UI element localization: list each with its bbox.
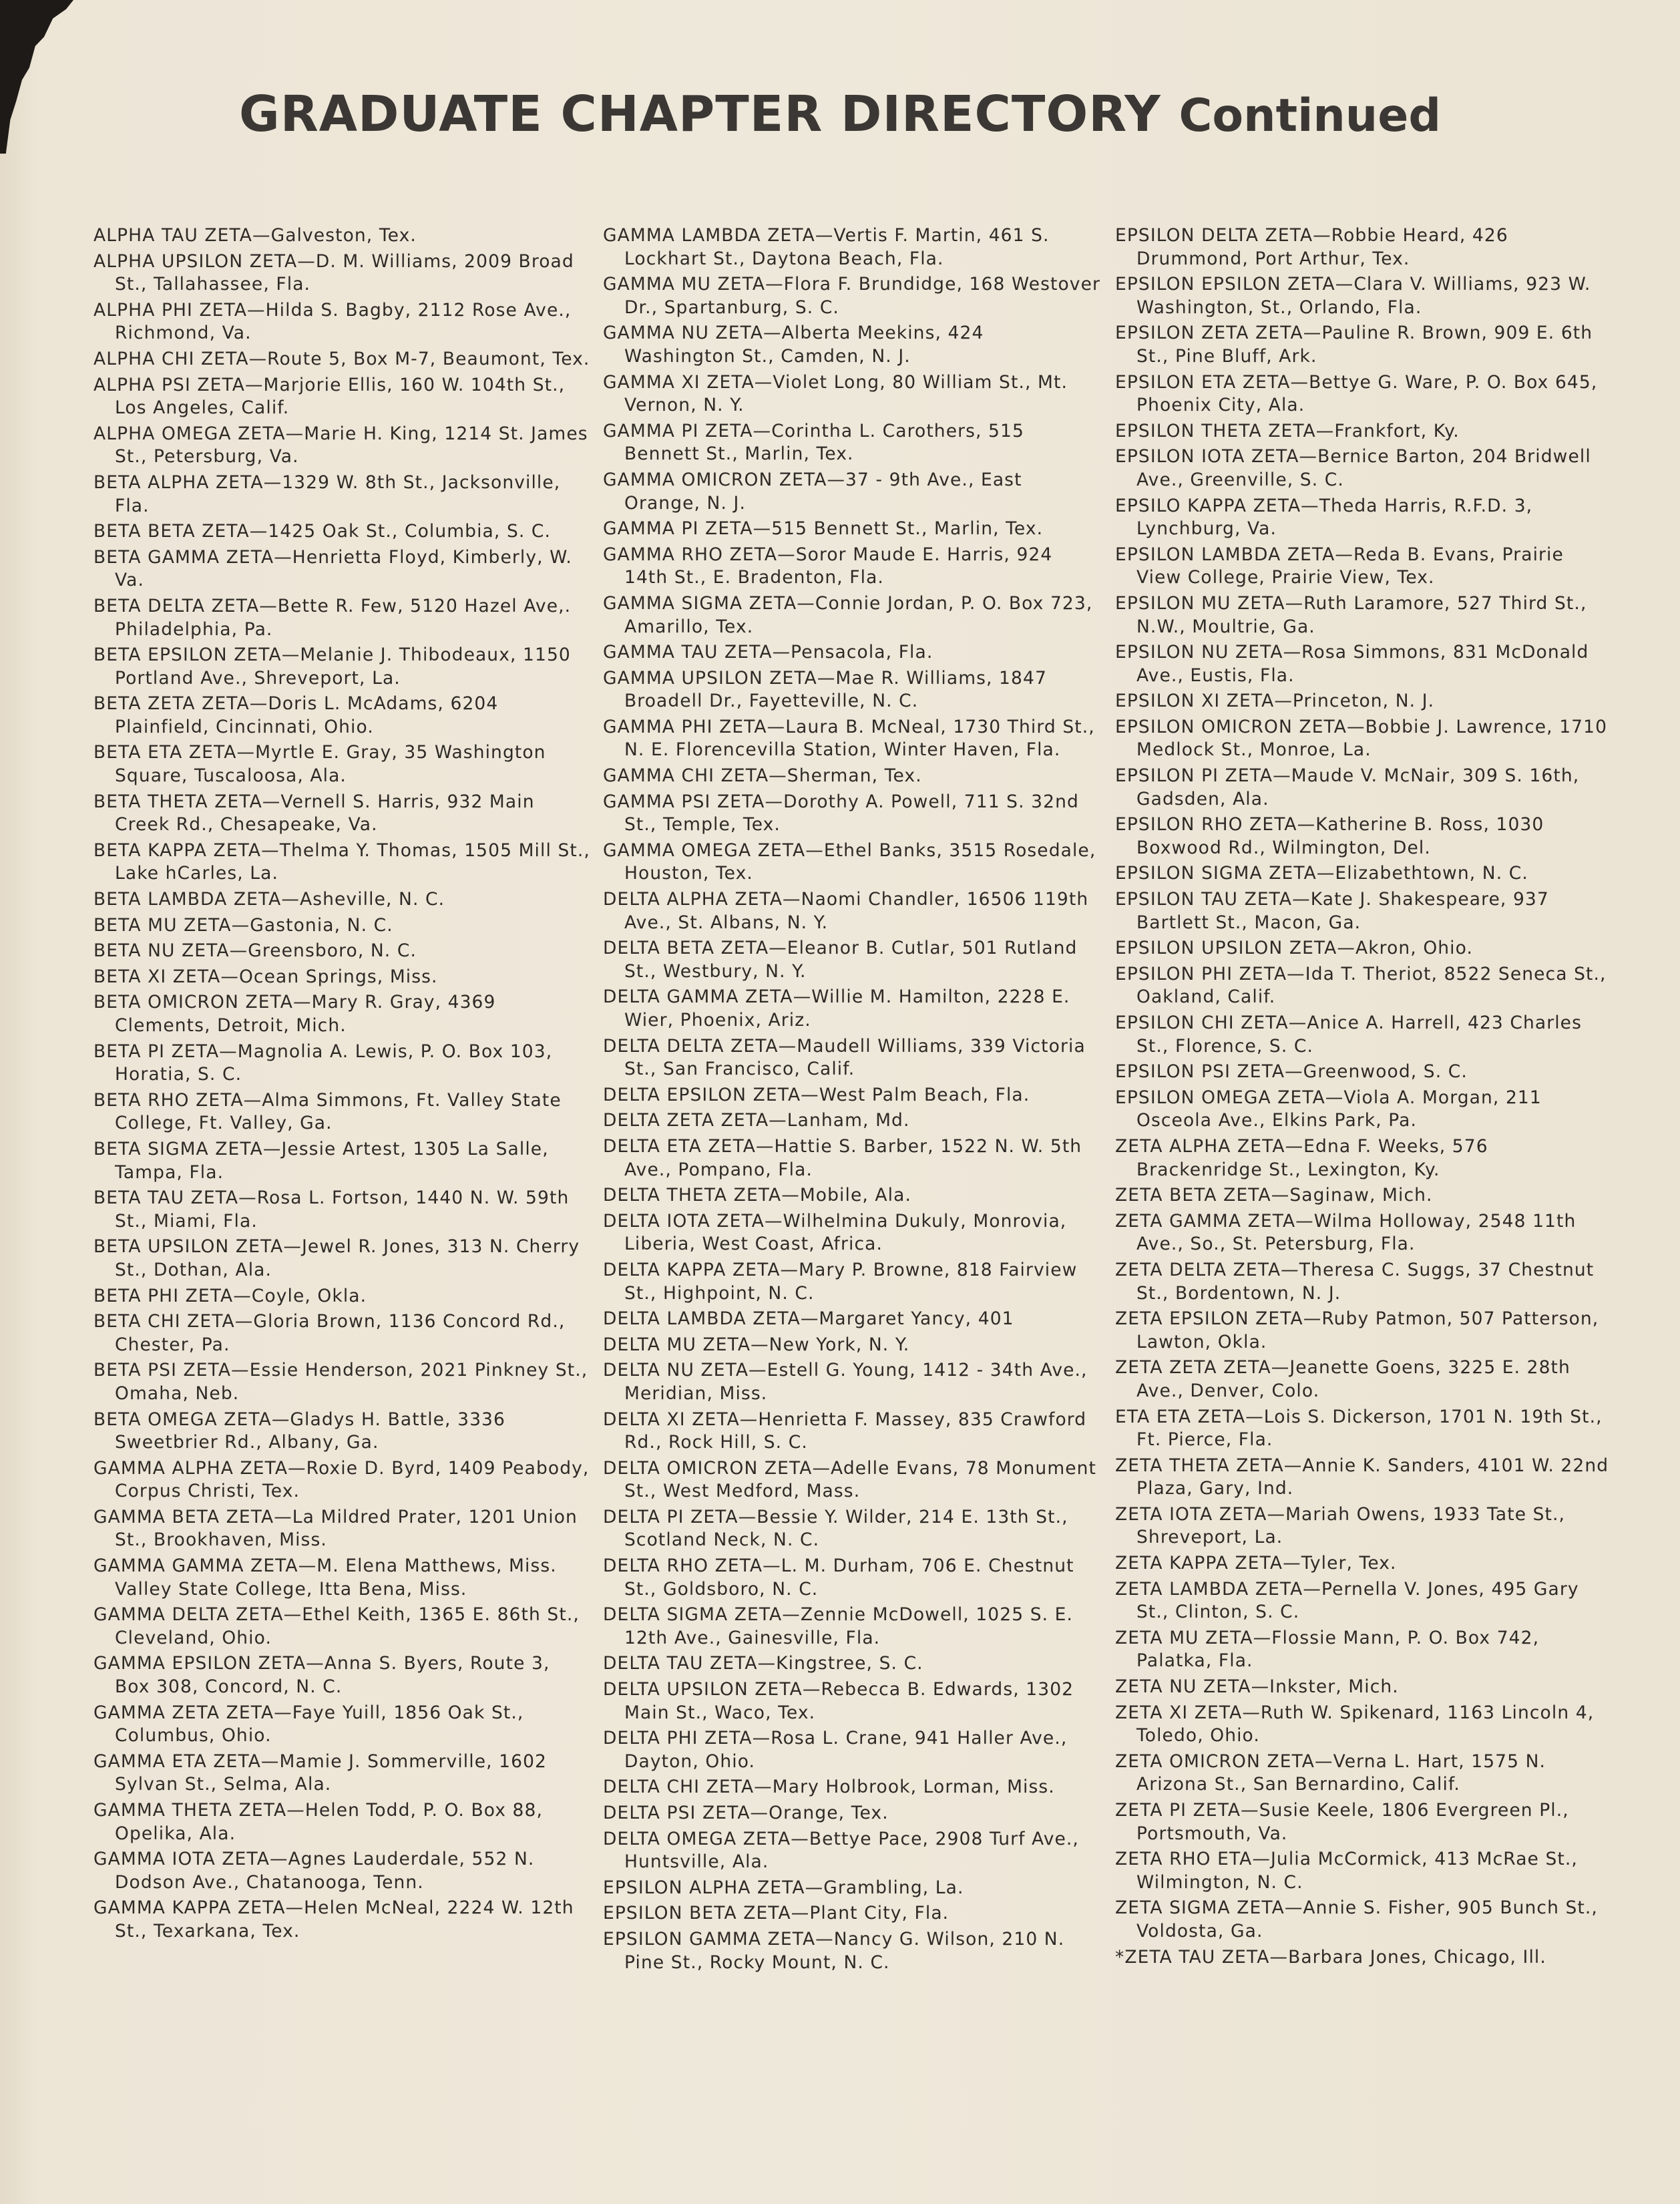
chapter-entry: ZETA KAPPA ZETA—Tyler, Tex. (1115, 1553, 1397, 1574)
chapter-entry: BETA GAMMA ZETA—Henrietta Floyd, Kimberly, W. Va. (93, 546, 572, 591)
chapter-entry: EPSILON LAMBDA ZETA—Reda B. Evans, Prairie View College, Prairie View, Tex. (1115, 544, 1564, 588)
chapter-entry: ALPHA PSI ZETA—Marjorie Ellis, 160 W. 104th St., Los Angeles, Calif. (93, 374, 566, 419)
chapter-entry: BETA SIGMA ZETA—Jessie Artest, 1305 La Salle, Tampa, Fla. (93, 1138, 549, 1183)
chapter-entry: ZETA XI ZETA—Ruth W. Spikenard, 1163 Lincoln 4, Toledo, Ohio. (1115, 1702, 1595, 1747)
chapter-entry: ALPHA UPSILON ZETA—D. M. Williams, 2009 Broad St., Tallahassee, Fla. (93, 250, 574, 295)
chapter-entry: ZETA BETA ZETA—Saginaw, Mich. (1115, 1185, 1433, 1206)
chapter-entry: ZETA ZETA ZETA—Jeanette Goens, 3225 E. 28th Ave., Denver, Colo. (1115, 1357, 1570, 1401)
chapter-entry: ZETA RHO ETA—Julia McCormick, 413 McRae St., Wilmington, N. C. (1115, 1849, 1578, 1893)
chapter-entry: ZETA LAMBDA ZETA—Pernella V. Jones, 495 Gary St., Clinton, S. C. (1115, 1578, 1579, 1623)
chapter-entry: ZETA THETA ZETA—Annie K. Sanders, 4101 W. 22nd Plaza, Gary, Ind. (1115, 1455, 1609, 1499)
chapter-entry: DELTA ZETA ZETA—Lanham, Md. (603, 1110, 910, 1131)
chapter-entry: GAMMA KAPPA ZETA—Helen McNeal, 2224 W. 12th St., Texarkana, Tex. (93, 1897, 574, 1942)
chapter-entry: DELTA PHI ZETA—Rosa L. Crane, 941 Haller Ave., Dayton, Ohio. (603, 1728, 1068, 1772)
chapter-entry: ALPHA OMEGA ZETA—Marie H. King, 1214 St. James St., Petersburg, Va. (93, 423, 588, 468)
chapter-entry: BETA MU ZETA—Gastonia, N. C. (93, 914, 393, 936)
chapter-entry: DELTA THETA ZETA—Mobile, Ala. (603, 1185, 911, 1206)
chapter-entry: EPSILON THETA ZETA—Frankfort, Ky. (1115, 420, 1460, 441)
chapter-entry: EPSILON SIGMA ZETA—Elizabethtown, N. C. (1115, 863, 1528, 884)
chapter-entry: BETA XI ZETA—Ocean Springs, Miss. (93, 966, 438, 987)
chapter-entry: EPSILON UPSILON ZETA—Akron, Ohio. (1115, 938, 1474, 959)
chapter-entry: BETA PSI ZETA—Essie Henderson, 2021 Pinkney St., Omaha, Neb. (93, 1360, 588, 1404)
chapter-entry: *ZETA TAU ZETA—Barbara Jones, Chicago, Ill. (1115, 1946, 1546, 1968)
chapter-entry: DELTA EPSILON ZETA—West Palm Beach, Fla. (603, 1084, 1030, 1105)
chapter-entry: ALPHA PHI ZETA—Hilda S. Bagby, 2112 Rose Ave., Richmond, Va. (93, 299, 572, 344)
chapter-entry: EPSILON TAU ZETA—Kate J. Shakespeare, 937 Bartlett St., Macon, Ga. (1115, 889, 1549, 933)
chapter-entry: GAMMA LAMBDA ZETA—Vertis F. Martin, 461 S. Lockhart St., Daytona Beach, Fla. (603, 225, 1050, 269)
chapter-entry: GAMMA PI ZETA—Corintha L. Carothers, 515 Bennett St., Marlin, Tex. (603, 420, 1024, 465)
chapter-entry: EPSILON XI ZETA—Princeton, N. J. (1115, 691, 1435, 712)
chapter-entry: ZETA MU ZETA—Flossie Mann, P. O. Box 742, Palatka, Fla. (1115, 1627, 1540, 1672)
chapter-entry: EPSILON EPSILON ZETA—Clara V. Williams, 923 W. Washington, St., Orlando, Fla. (1115, 274, 1591, 318)
page-title-main: GRADUATE CHAPTER DIRECTORY (239, 85, 1161, 143)
chapter-entry: GAMMA DELTA ZETA—Ethel Keith, 1365 E. 86th St., Cleveland, Ohio. (93, 1604, 580, 1648)
chapter-entry: GAMMA THETA ZETA—Helen Todd, P. O. Box 88, Opelika, Ala. (93, 1800, 543, 1844)
chapter-entry: BETA UPSILON ZETA—Jewel R. Jones, 313 N. Cherry St., Dothan, Ala. (93, 1236, 580, 1280)
chapter-entry: EPSILON MU ZETA—Ruth Laramore, 527 Third St., N.W., Moultrie, Ga. (1115, 592, 1587, 637)
chapter-entry: EPSILON ZETA ZETA—Pauline R. Brown, 909 E. 6th St., Pine Bluff, Ark. (1115, 323, 1593, 367)
chapter-entry: GAMMA UPSILON ZETA—Mae R. Williams, 1847 Broadell Dr., Fayetteville, N. C. (603, 667, 1047, 712)
chapter-entry: EPSILON GAMMA ZETA—Nancy G. Wilson, 210 N. Pine St., Rocky Mount, N. C. (603, 1928, 1065, 1973)
chapter-entry: DELTA OMICRON ZETA—Adelle Evans, 78 Monument St., West Medford, Mass. (603, 1457, 1097, 1502)
chapter-entry: GAMMA TAU ZETA—Pensacola, Fla. (603, 642, 933, 663)
chapter-entry: DELTA DELTA ZETA—Maudell Williams, 339 Victoria St., San Francisco, Calif. (603, 1035, 1086, 1080)
chapter-entry: GAMMA BETA ZETA—La Mildred Prater, 1201 Union St., Brookhaven, Miss. (93, 1506, 578, 1551)
chapter-entry: GAMMA ETA ZETA—Mamie J. Sommerville, 1602 Sylvan St., Selma, Ala. (93, 1751, 548, 1795)
chapter-entry: EPSILON OMICRON ZETA—Bobbie J. Lawrence, 1710 Medlock St., Monroe, La. (1115, 716, 1608, 761)
chapter-entry: ALPHA CHI ZETA—Route 5, Box M-7, Beaumont, Tex. (93, 348, 590, 369)
chapter-entry: BETA PHI ZETA—Coyle, Okla. (93, 1285, 367, 1306)
chapter-entry: DELTA LAMBDA ZETA—Margaret Yancy, 401 (603, 1308, 1014, 1330)
chapter-entry: BETA THETA ZETA—Vernell S. Harris, 932 Main Creek Rd., Chesapeake, Va. (93, 791, 535, 836)
chapter-entry: GAMMA PHI ZETA—Laura B. McNeal, 1730 Third St., N. E. Florencevilla Station, Winter Haven, Fla. (603, 716, 1095, 761)
chapter-entry: DELTA UPSILON ZETA—Rebecca B. Edwards, 1302 Main St., Waco, Tex. (603, 1679, 1074, 1723)
chapter-entry: DELTA ETA ZETA—Hattie S. Barber, 1522 N. W. 5th Ave., Pompano, Fla. (603, 1135, 1082, 1180)
chapter-entry: BETA TAU ZETA—Rosa L. Fortson, 1440 N. W. 59th St., Miami, Fla. (93, 1187, 570, 1232)
chapter-entry: GAMMA SIGMA ZETA—Connie Jordan, P. O. Box 723, Amarillo, Tex. (603, 592, 1093, 637)
chapter-entry: GAMMA PSI ZETA—Dorothy A. Powell, 711 S. 32nd St., Temple, Tex. (603, 791, 1079, 836)
chapter-entry: EPSILON OMEGA ZETA—Viola A. Morgan, 211 Osceola Ave., Elkins Park, Pa. (1115, 1087, 1542, 1131)
chapter-entry: EPSILON IOTA ZETA—Bernice Barton, 204 Bridwell Ave., Greenville, S. C. (1115, 446, 1591, 490)
chapter-entry: BETA OMICRON ZETA—Mary R. Gray, 4369 Clements, Detroit, Mich. (93, 992, 496, 1036)
chapter-entry: EPSILON CHI ZETA—Anice A. Harrell, 423 Charles St., Florence, S. C. (1115, 1013, 1582, 1057)
chapter-entry: BETA ALPHA ZETA—1329 W. 8th St., Jacksonville, Fla. (93, 472, 561, 516)
chapter-entry: DELTA MU ZETA—New York, N. Y. (603, 1334, 910, 1355)
chapter-entry: GAMMA RHO ZETA—Soror Maude E. Harris, 924 14th St., E. Bradenton, Fla. (603, 544, 1053, 588)
chapter-entry: EPSILON PI ZETA—Maude V. McNair, 309 S. 16th, Gadsden, Ala. (1115, 765, 1580, 809)
chapter-entry: BETA ZETA ZETA—Doris L. McAdams, 6204 Plainfield, Cincinnati, Ohio. (93, 693, 499, 737)
directory-column-1 (93, 224, 591, 1946)
chapter-entry: GAMMA OMEGA ZETA—Ethel Banks, 3515 Rosedale, Houston, Tex. (603, 840, 1096, 884)
chapter-entry: GAMMA GAMMA ZETA—M. Elena Matthews, Miss. Valley State College, Itta Bena, Miss. (93, 1555, 557, 1600)
chapter-entry: EPSILON ALPHA ZETA—Grambling, La. (603, 1877, 964, 1898)
chapter-entry: ZETA ALPHA ZETA—Edna F. Weeks, 576 Brackenridge St., Lexington, Ky. (1115, 1135, 1488, 1180)
page-title-continued: Continued (1179, 89, 1441, 142)
chapter-entry: BETA LAMBDA ZETA—Asheville, N. C. (93, 889, 445, 910)
chapter-entry: DELTA GAMMA ZETA—Willie M. Hamilton, 2228 E. Wier, Phoenix, Ariz. (603, 986, 1070, 1031)
chapter-entry: BETA CHI ZETA—Gloria Brown, 1136 Concord Rd., Chester, Pa. (93, 1311, 566, 1355)
chapter-entry: BETA DELTA ZETA—Bette R. Few, 5120 Hazel Ave,. Philadelphia, Pa. (93, 595, 572, 640)
chapter-entry: EPSILON NU ZETA—Rosa Simmons, 831 McDonald Ave., Eustis, Fla. (1115, 642, 1589, 686)
chapter-entry: ZETA EPSILON ZETA—Ruby Patmon, 507 Patterson, Lawton, Okla. (1115, 1308, 1599, 1352)
chapter-entry: EPSILON RHO ZETA—Katherine B. Ross, 1030 Boxwood Rd., Wilmington, Del. (1115, 814, 1544, 858)
chapter-entry: DELTA SIGMA ZETA—Zennie McDowell, 1025 S. E. 12th Ave., Gainesville, Fla. (603, 1604, 1074, 1648)
chapter-entry: EPSILON BETA ZETA—Plant City, Fla. (603, 1903, 950, 1924)
chapter-entry: BETA NU ZETA—Greensboro, N. C. (93, 940, 417, 962)
chapter-entry: DELTA PI ZETA—Bessie Y. Wilder, 214 E. 13th St., Scotland Neck, N. C. (603, 1506, 1068, 1551)
chapter-entry: BETA EPSILON ZETA—Melanie J. Thibodeaux, 1150 Portland Ave., Shreveport, La. (93, 645, 571, 689)
chapter-entry: GAMMA CHI ZETA—Sherman, Tex. (603, 765, 922, 787)
chapter-entry: ZETA OMICRON ZETA—Verna L. Hart, 1575 N. Arizona St., San Bernardino, Calif. (1115, 1751, 1546, 1795)
directory-column-3 (1115, 224, 1613, 1972)
chapter-entry: GAMMA NU ZETA—Alberta Meekins, 424 Washington St., Camden, N. J. (603, 323, 984, 367)
chapter-entry: EPSILON PSI ZETA—Greenwood, S. C. (1115, 1061, 1468, 1083)
chapter-entry: DELTA ALPHA ZETA—Naomi Chandler, 16506 119th Ave., St. Albans, N. Y. (603, 889, 1089, 933)
chapter-entry: EPSILO KAPPA ZETA—Theda Harris, R.F.D. 3, Lynchburg, Va. (1115, 495, 1533, 540)
chapter-entry: ZETA IOTA ZETA—Mariah Owens, 1933 Tate St., Shreveport, La. (1115, 1503, 1566, 1548)
chapter-entry: GAMMA ALPHA ZETA—Roxie D. Byrd, 1409 Peabody, Corpus Christi, Tex. (93, 1457, 590, 1502)
chapter-entry: ZETA PI ZETA—Susie Keele, 1806 Evergreen Pl., Portsmouth, Va. (1115, 1800, 1569, 1844)
chapter-entry: ZETA NU ZETA—Inkster, Mich. (1115, 1676, 1399, 1698)
chapter-entry: DELTA CHI ZETA—Mary Holbrook, Lorman, Miss. (603, 1777, 1055, 1798)
chapter-entry: ZETA GAMMA ZETA—Wilma Holloway, 2548 11th Ave., So., St. Petersburg, Fla. (1115, 1210, 1577, 1255)
chapter-entry: DELTA OMEGA ZETA—Bettye Pace, 2908 Turf Ave., Huntsville, Ala. (603, 1828, 1079, 1873)
chapter-entry: DELTA KAPPA ZETA—Mary P. Browne, 818 Fairview St., Highpoint, N. C. (603, 1259, 1078, 1304)
chapter-entry: DELTA PSI ZETA—Orange, Tex. (603, 1803, 889, 1823)
chapter-entry: GAMMA MU ZETA—Flora F. Brundidge, 168 Westover Dr., Spartanburg, S. C. (603, 274, 1100, 318)
chapter-entry: EPSILON DELTA ZETA—Robbie Heard, 426 Drummond, Port Arthur, Tex. (1115, 225, 1508, 269)
chapter-entry: ZETA DELTA ZETA—Theresa C. Suggs, 37 Chestnut St., Bordentown, N. J. (1115, 1259, 1595, 1304)
chapter-entry: BETA RHO ZETA—Alma Simmons, Ft. Valley State College, Ft. Valley, Ga. (93, 1089, 562, 1134)
chapter-entry: GAMMA PI ZETA—515 Bennett St., Marlin, Tex. (603, 518, 1044, 540)
chapter-entry: EPSILON ETA ZETA—Bettye G. Ware, P. O. Box 645, Phoenix City, Ala. (1115, 371, 1598, 416)
chapter-entry: GAMMA XI ZETA—Violet Long, 80 William St., Mt. Vernon, N. Y. (603, 371, 1068, 416)
chapter-entry: ZETA SIGMA ZETA—Annie S. Fisher, 905 Bunch St., Voldosta, Ga. (1115, 1897, 1598, 1942)
chapter-entry: DELTA IOTA ZETA—Wilhelmina Dukuly, Monrovia, Liberia, West Coast, Africa. (603, 1210, 1067, 1255)
page-title (0, 85, 1680, 143)
chapter-entry: DELTA TAU ZETA—Kingstree, S. C. (603, 1653, 923, 1674)
chapter-entry: BETA BETA ZETA—1425 Oak St., Columbia, S. C. (93, 521, 552, 542)
chapter-entry: DELTA NU ZETA—Estell G. Young, 1412 - 34th Ave., Meridian, Miss. (603, 1360, 1088, 1404)
chapter-entry: GAMMA OMICRON ZETA—37 - 9th Ave., East Orange, N. J. (603, 469, 1022, 514)
chapter-entry: GAMMA ZETA ZETA—Faye Yuill, 1856 Oak St., Columbus, Ohio. (93, 1702, 524, 1747)
chapter-entry: BETA PI ZETA—Magnolia A. Lewis, P. O. Box 103, Horatia, S. C. (93, 1041, 553, 1085)
chapter-entry: DELTA BETA ZETA—Eleanor B. Cutlar, 501 Rutland St., Westbury, N. Y. (603, 938, 1078, 982)
chapter-entry: BETA ETA ZETA—Myrtle E. Gray, 35 Washington Square, Tuscaloosa, Ala. (93, 742, 546, 787)
chapter-entry: ALPHA TAU ZETA—Galveston, Tex. (93, 225, 417, 246)
chapter-entry: EPSILON PHI ZETA—Ida T. Theriot, 8522 Seneca St., Oakland, Calif. (1115, 963, 1607, 1008)
chapter-entry: DELTA XI ZETA—Henrietta F. Massey, 835 Crawford Rd., Rock Hill, S. C. (603, 1409, 1087, 1453)
chapter-entry: DELTA RHO ZETA—L. M. Durham, 706 E. Chestnut St., Goldsboro, N. C. (603, 1555, 1074, 1600)
chapter-entry: BETA OMEGA ZETA—Gladys H. Battle, 3336 Sweetbrier Rd., Albany, Ga. (93, 1409, 505, 1453)
chapter-entry: ETA ETA ZETA—Lois S. Dickerson, 1701 N. 19th St., Ft. Pierce, Fla. (1115, 1406, 1603, 1451)
chapter-entry: GAMMA EPSILON ZETA—Anna S. Byers, Route 3, Box 308, Concord, N. C. (93, 1653, 550, 1698)
directory-column-2 (603, 224, 1100, 1977)
chapter-entry: GAMMA IOTA ZETA—Agnes Lauderdale, 552 N. Dodson Ave., Chatanooga, Tenn. (93, 1849, 535, 1893)
chapter-entry: BETA KAPPA ZETA—Thelma Y. Thomas, 1505 Mill St., Lake hCarles, La. (93, 840, 590, 884)
